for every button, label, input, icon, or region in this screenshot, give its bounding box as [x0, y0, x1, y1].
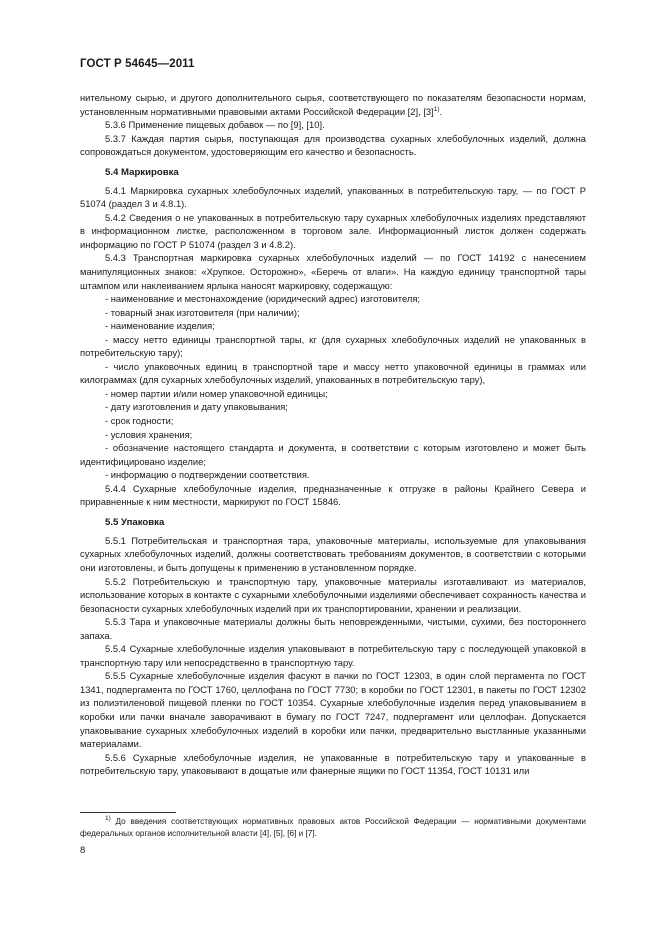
list-item: - информацию о подтверждении соответствия. — [105, 469, 310, 481]
paragraph-5-5-5: 5.5.5 Сухарные хлебобулочные изделия фасуют в пачки по ГОСТ 12303, в один слой пергамента по ГОСТ 1341, подпергамента по ГОСТ 1760, целлофана по ГОСТ 7730; в коробки по ГОСТ 12301, в пакеты по ГОСТ 12302 из полиэтиленовой пищевой пленки по ГОСТ 10354. Сухарные хлебобулочные изделия перед упаковыванием в коробки или пачки вначале заворачивают в бумагу по ГОСТ 7247, подпергамент или целлофан. Допускается упаковывание сухарных хлебобулочных изделий в коробки или пачки, предварительно выстланные указанными материалами. — [80, 670, 586, 750]
paragraph-5-5-1: 5.5.1 Потребительская и транспортная тара, упаковочные материалы, используемые для упаковывания сухарных хлебобулочных изделий, должны соответствовать требованиям документов, в соответствии с которыми они изготовлены, и быть допущены к применению в установленном порядке. — [80, 534, 586, 573]
paragraph-5-5-2: 5.5.2 Потребительскую и транспортную тару, упаковочные материалы изготавливают из материалов, использование которых в контакте с сухарными хлебобулочными изделиями обеспечивает сохранность качества и безопасности сухарных хлебобулочных изделий при их транспортировании, хранении и реализации. — [80, 575, 586, 614]
paragraph-5-4-4: 5.4.4 Сухарные хлебобулочные изделия, предназначенные к отгрузке в районы Крайнего Севера и приравненные к ним местности, маркируют по ГОСТ 15846. — [80, 482, 586, 508]
footnote-text: До введения соответствующих нормативных правовых актов Российской Федерации — нормативными документами федеральных органов исполнительной власти [4], [5], [6] и [7]. — [80, 817, 586, 839]
list-item: - число упаковочных единиц в транспортной таре и массу нетто упаковочной единицы в граммах или килограммах (для сухарных хлебобулочных изделий, упакованных в потребительскую тару), — [80, 360, 586, 386]
paragraph-5-5-3: 5.5.3 Тара и упаковочные материалы должны быть неповрежденными, чистыми, сухими, без постороннего запаха. — [80, 616, 586, 641]
footnote-divider — [80, 812, 176, 813]
paragraph-continuation — [80, 91, 586, 118]
list-item: - обозначение настоящего стандарта и документа, в соответствии с которым изготовлено и может быть идентифицировано изделие; — [80, 442, 586, 467]
list-item: - условия хранения; — [105, 428, 193, 440]
document-body — [80, 91, 586, 778]
paragraph-5-5-6: 5.5.6 Сухарные хлебобулочные изделия, не упакованные в потребительскую тару и упакованные в потребительскую тару, упаковывают в дощатые или фанерные ящики по ГОСТ 11354, ГОСТ 10131 или — [80, 751, 586, 777]
footnote — [80, 816, 586, 841]
paragraph-5-3-6: 5.3.6 Применение пищевых добавок — по [9], [10]. — [105, 119, 325, 131]
list-item: - номер партии и/или номер упаковочной единицы; — [105, 387, 328, 399]
footnote-reference: 1) — [433, 105, 440, 113]
list-item: - наименование и местонахождение (юридический адрес) изготовителя; — [105, 293, 421, 305]
document-header: ГОСТ Р 54645—2011 — [80, 58, 195, 70]
page-number: 8 — [80, 845, 86, 856]
footnote-mark: 1) — [105, 815, 111, 822]
paragraph-5-4-3: 5.4.3 Транспортная маркировка сухарных хлебобулочных изделий — по ГОСТ 14192 с нанесением манипуляционных знаков: «Хрупкое. Осторожно», «Беречь от влаги». На каждую единицу транспортной тары штампом или наклеиванием ярлыка наносят маркировку, содержащую: — [80, 252, 586, 291]
section-heading-5-4: 5.4 Маркировка — [105, 166, 179, 178]
paragraph-end: . — [439, 105, 443, 117]
paragraph-5-4-1: 5.4.1 Маркировка сухарных хлебобулочных изделий, упакованных в потребительскую тару, — по ГОСТ Р 51074 (раздел 3 и 4.8.1). — [80, 184, 586, 210]
section-heading-5-5: 5.5 Упаковка — [105, 516, 165, 528]
list-item: - срок годности; — [105, 415, 174, 427]
paragraph-text: нительному сырью, и другого дополнительного сырья, соответствующего по показателям безопасности нормам, установленным нормативными правовыми актами Российской Федерации [2], [3] — [80, 92, 586, 117]
paragraph-5-4-2: 5.4.2 Сведения о не упакованных в потребительскую тару сухарных хлебобулочных изделиях представляют в информационном листке, расположенном в торговом зале. Информационный листок должен содержать информацию по ГОСТ Р 51074 (раздел 3 и 4.8.2). — [80, 211, 586, 250]
paragraph-5-5-4: 5.5.4 Сухарные хлебобулочные изделия упаковывают в потребительскую тару с последующей упаковкой в транспортную тару или непосредственно в транспортную тару. — [80, 643, 586, 668]
list-item: - наименование изделия; — [105, 320, 215, 332]
list-item: - массу нетто единицы транспортной тары, кг (для сухарных хлебобулочных изделий не упакованных в потребительскую тару); — [80, 333, 586, 359]
list-item: - дату изготовления и дату упаковывания; — [105, 401, 288, 413]
paragraph-5-3-7: 5.3.7 Каждая партия сырья, поступающая для производства сухарных хлебобулочных изделий, должна сопровождаться документом, удостоверяющим его качество и безопасность. — [80, 132, 586, 158]
list-item: - товарный знак изготовителя (при наличии); — [105, 306, 300, 318]
